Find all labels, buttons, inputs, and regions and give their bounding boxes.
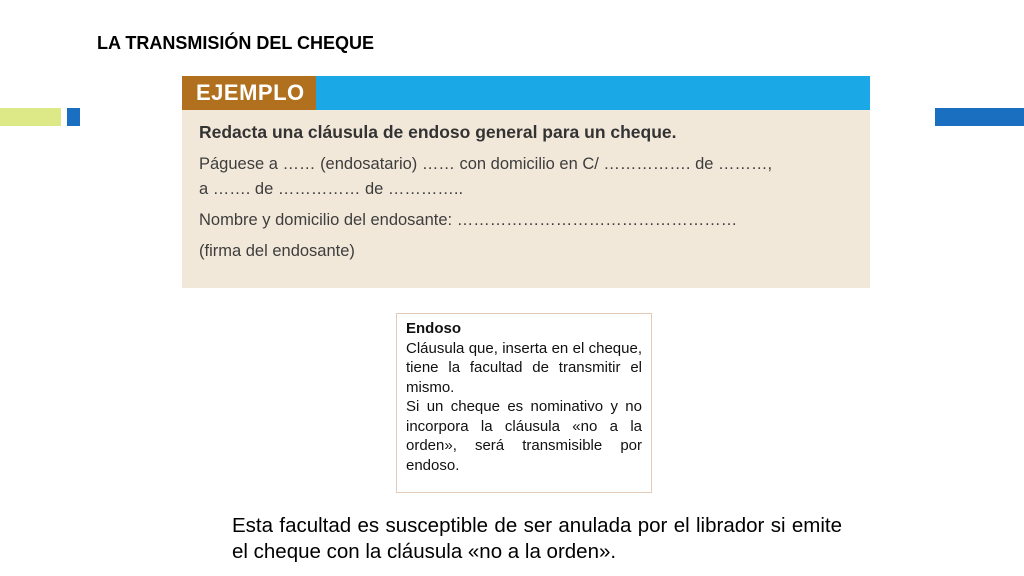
example-body — [199, 122, 859, 264]
definition-paragraph: Cláusula que, inserta en el cheque, tiene la facultad de transmitir el mismo. — [406, 339, 642, 396]
example-line-endorser: Nombre y domicilio del endosante: …………………………………………… — [199, 211, 738, 229]
slide-title: LA TRANSMISIÓN DEL CHEQUE — [97, 33, 375, 53]
example-header-bar — [182, 76, 870, 110]
example-box — [182, 76, 870, 288]
example-line-pay-to: Páguese a …… (endosatario) …… con domicilio en C/ ……………. de ………, — [199, 155, 773, 173]
decorative-blue-bar — [935, 108, 1024, 126]
definition-box — [396, 313, 652, 493]
example-tab-label: EJEMPLO — [182, 76, 316, 110]
example-line-date: a ……. de …………… de ………….. — [199, 180, 464, 198]
decorative-blue-square — [67, 108, 80, 126]
definition-paragraph: Si un cheque es nominativo y no incorpora la cláusula «no a la orden», será transmisible por endoso. — [406, 398, 642, 474]
example-line-signature: (firma del endosante) — [199, 242, 355, 260]
footer-text: Esta facultad es susceptible de ser anulada por el librador si emite el cheque con la cláusula «no a la orden». — [232, 514, 842, 563]
decorative-lime-bar — [0, 108, 61, 126]
example-heading: Redacta una cláusula de endoso general para un cheque. — [199, 122, 677, 142]
definition-term: Endoso — [406, 320, 461, 337]
